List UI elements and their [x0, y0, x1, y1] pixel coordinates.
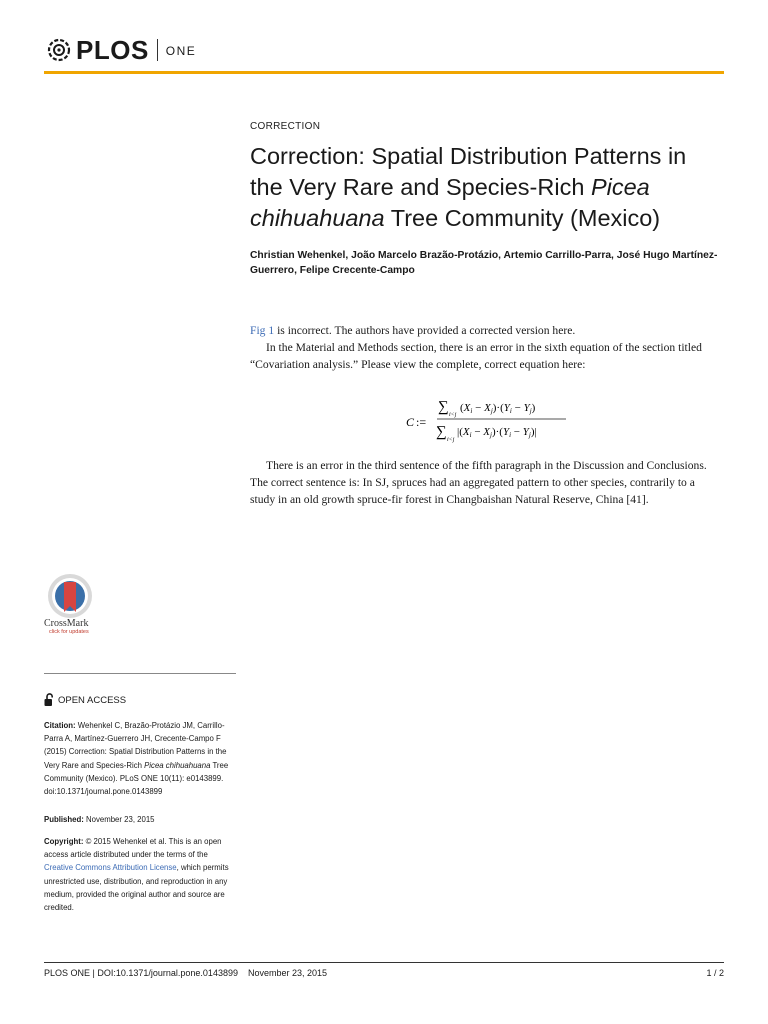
- body-paragraph-3: There is an error in the third sentence of the fifth paragraph in the Discussion and Conclusions. The correct sentence is: In SJ, spruces had an aggregated pattern to other species, contrarily to a study in an old growth spruce-fir forest in Changbaishan Natural Reserve, China [41].: [250, 459, 707, 506]
- svg-text:i<j: i<j: [449, 412, 457, 418]
- footer-citation: PLOS ONE | DOI:10.1371/journal.pone.0143899 November 23, 2015: [44, 968, 328, 978]
- svg-text:C: C: [406, 415, 415, 429]
- covariation-equation: [406, 397, 576, 445]
- cc-license-link[interactable]: Creative Commons Attribution License: [44, 863, 177, 873]
- published-date: Published: November 23, 2015: [44, 815, 155, 824]
- svg-text::=: :=: [416, 415, 427, 429]
- svg-text:|(Xi − Xj)·(Yi − Yj)|: |(Xi − Xj)·(Yi − Yj)|: [457, 426, 537, 439]
- logo-text: PLOS: [76, 34, 149, 65]
- fig1-link[interactable]: Fig 1: [250, 324, 275, 337]
- copyright-block: Copyright: © 2015 Wehenkel et al. This is an open access article distributed under the terms of the Creative Commons Attribution License, which permits unrestricted use, distribution, and reproduction in any medium, provided the original author and source are credited.: [44, 837, 229, 913]
- title-species: Picea chihuahuana: [250, 174, 650, 231]
- open-access-label: OPEN ACCESS: [58, 694, 127, 706]
- article-type-label: CORRECTION: [250, 121, 321, 132]
- page-number: 1 / 2: [706, 968, 724, 978]
- svg-text:∑: ∑: [438, 399, 449, 415]
- crossmark-sublabel[interactable]: click for updates: [49, 629, 89, 635]
- open-lock-icon: [44, 693, 55, 707]
- svg-text:(Xi − Xj)·(Yi − Yj): (Xi − Xj)·(Yi − Yj): [460, 402, 536, 415]
- logo-subtext: ONE: [165, 44, 197, 58]
- header-rule: [44, 71, 724, 74]
- citation-block: Citation: Wehenkel C, Brazão-Protázio JM, Carrillo-Parra A, Martínez-Guerrero JH, Crecente-Campo F (2015) Correction: Spatial Distribution Patterns in the Very Rare and Species-Rich Picea chihuahuana Tree Community (Mexico). PLoS ONE 10(11): e0143899. doi:10.1371/journal.pone.0143899: [44, 721, 229, 797]
- plos-logo: [44, 34, 196, 66]
- body-paragraph-2: In the Material and Methods section, there is an error in the sixth equation of the section titled “Covariation analysis.” Please view the complete, correct equation here:: [250, 341, 702, 371]
- article-title: Correction: Spatial Distribution Patterns in the Very Rare and Species-Rich Picea chihuahuana Tree Community (Mexico): [250, 143, 687, 231]
- footer-rule: [44, 962, 724, 963]
- open-access-badge: [44, 693, 126, 707]
- svg-text:i<j: i<j: [447, 437, 455, 443]
- sidebar-rule: [44, 673, 236, 674]
- crossmark-label[interactable]: CrossMark: [44, 618, 89, 629]
- plos-logo-icon: [44, 35, 74, 65]
- svg-text:∑: ∑: [436, 424, 447, 440]
- author-list: Christian Wehenkel, João Marcelo Brazão-Protázio, Artemio Carrillo-Parra, José Hugo Martínez-Guerrero, Felipe Crecente-Campo: [250, 250, 718, 276]
- logo-separator: [157, 39, 158, 61]
- body-paragraph-1: Fig 1 is incorrect. The authors have provided a corrected version here.: [250, 324, 576, 337]
